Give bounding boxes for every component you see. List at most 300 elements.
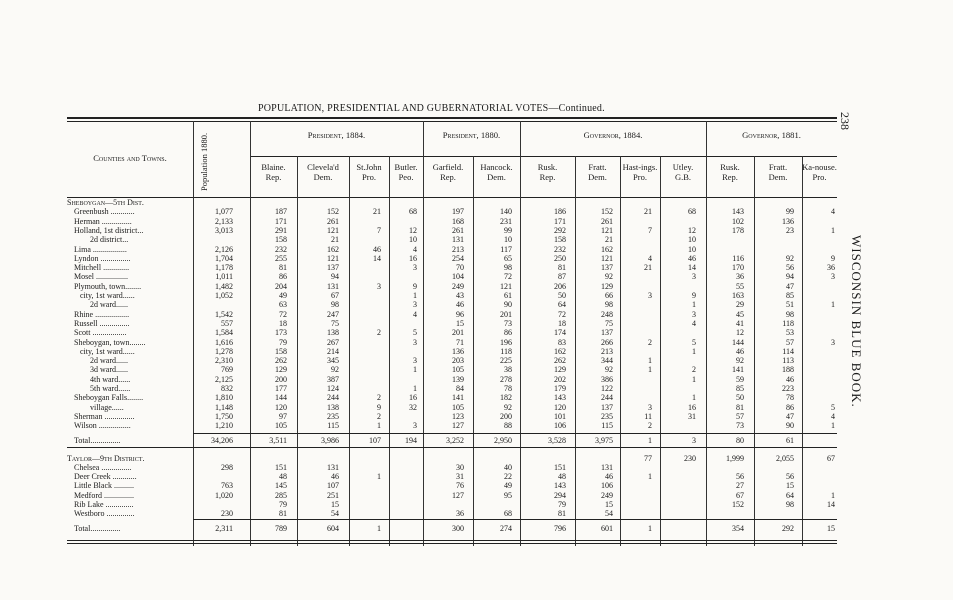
row-name: 5th ward...... [90,384,131,393]
cell-value: 23 [786,225,794,235]
table-row [0,235,953,244]
cell-value: 2,950 [494,435,512,445]
section-row [0,198,953,207]
cell-value: 182 [500,393,512,403]
cell-value: 121 [601,253,613,263]
cell-value: 1,210 [215,421,233,431]
cell-value: 129 [275,365,287,375]
cell-value: 1 [831,300,835,310]
cell-value: 9 [377,402,381,412]
cell-value: 197 [452,207,464,217]
cell-value: 201 [452,328,464,338]
cell-value: 67 [736,490,744,500]
cell-value: 27 [736,481,744,491]
row-name: city, 1st ward...... [80,346,135,356]
total-rule [193,519,837,520]
table-row [0,356,953,365]
row-name: Mosel ................ [74,272,128,282]
cell-value: 79 [279,337,287,347]
cell-value: 31 [456,472,464,482]
cell-value: 163 [732,291,744,300]
cell-value: 46 [736,346,744,356]
cell-value: 213 [601,346,613,356]
cell-value: 171 [554,216,566,226]
column-header: Ka-nouse. Pro. [802,162,837,182]
page-number: 238 [838,112,852,130]
cell-value: 230 [684,453,696,463]
cell-value: 3,511 [269,435,287,445]
cell-value: 92 [504,402,512,412]
cell-value: 106 [601,481,613,491]
row-name: Sheboygan—5th Dist. [67,198,144,207]
table-row [0,217,953,226]
cell-value: 235 [601,411,613,421]
cell-value: 50 [558,291,566,300]
cell-value: 61 [504,291,512,300]
cell-value: 604 [327,523,339,533]
column-header: Rusk. Rep. [720,162,740,182]
table-row [0,310,953,319]
group-header: Governor, 1884. [583,130,643,140]
cell-value: 136 [782,216,794,226]
cell-value: 121 [601,225,613,235]
cell-value: 5 [692,337,696,347]
cell-value: 40 [504,462,512,472]
cell-value: 232 [554,244,566,254]
cell-value: 86 [786,402,794,412]
cell-value: 15 [331,500,339,509]
row-name: Medford ............... [74,490,134,500]
cell-value: 152 [601,207,613,217]
cell-value: 3,986 [321,435,339,445]
cell-value: 354 [732,523,744,533]
cell-value: 29 [736,300,744,310]
cell-value: 141 [452,393,464,403]
cell-value: 11 [644,411,652,421]
cell-value: 53 [786,328,794,338]
cell-value: 55 [736,281,744,291]
cell-value: 107 [369,435,381,445]
cell-value: 88 [504,421,512,431]
cell-value: 31 [688,411,696,421]
cell-value: 16 [409,253,417,263]
group-header: Governor, 1881. [742,130,801,140]
cell-value: 3 [831,272,835,282]
cell-value: 102 [732,216,744,226]
cell-value: 10 [504,235,512,245]
table-row [0,263,953,272]
cell-value: 12 [409,225,417,235]
cell-value: 16 [688,402,696,412]
cell-value: 46 [605,472,613,482]
cell-value: 116 [732,253,744,263]
cell-value: 386 [601,374,613,384]
cell-value: 3 [413,300,417,310]
cell-value: 98 [605,300,613,310]
cell-value: 16 [409,393,417,403]
cell-value: 267 [327,337,339,347]
cell-value: 832 [221,384,233,393]
cell-value: 50 [736,393,744,403]
cell-value: 122 [601,384,613,393]
cell-value: 46 [786,374,794,384]
cell-value: 1,584 [215,328,233,338]
cell-value: 49 [504,481,512,491]
cell-value: 2 [648,337,652,347]
cell-value: 115 [327,421,339,431]
table-row [0,412,953,421]
cell-value: 1 [413,291,417,300]
cell-value: 1 [831,490,835,500]
cell-value: 144 [732,337,744,347]
cell-value: 1,020 [215,490,233,500]
table-row [0,207,953,216]
cell-value: 4 [413,309,417,319]
cell-value: 124 [327,384,339,393]
cell-value: 255 [275,253,287,263]
cell-value: 51 [786,300,794,310]
cell-value: 1,077 [215,207,233,217]
cell-value: 47 [786,411,794,421]
cell-value: 1,482 [215,281,233,291]
cell-value: 144 [275,393,287,403]
cell-value: 68 [688,207,696,217]
cell-value: 90 [504,300,512,310]
cell-value: 14 [688,263,696,273]
cell-value: 115 [601,421,613,431]
cell-value: 3 [692,435,696,445]
cell-value: 244 [327,393,339,403]
cell-value: 104 [452,272,464,282]
cell-value: 98 [786,500,794,509]
cell-value: 96 [456,309,464,319]
cell-value: 4 [831,207,835,217]
column-header: Garfield. Rep. [432,162,464,182]
row-name: Rib Lake .............. [74,500,134,509]
cell-value: 194 [405,435,417,445]
cell-value: 137 [601,328,613,338]
table-row [0,403,953,412]
group-header: President, 1880. [442,130,501,140]
table-row [0,384,953,393]
row-name: Herman ............... [74,216,132,226]
cell-value: 138 [327,328,339,338]
cell-value: 1 [692,346,696,356]
cell-value: 387 [327,374,339,384]
cell-value: 3 [377,281,381,291]
cell-value: 56 [736,472,744,482]
cell-value: 9 [692,291,696,300]
cell-value: 2 [377,393,381,403]
cell-value: 200 [275,374,287,384]
cell-value: 34,206 [211,435,233,445]
cell-value: 162 [554,346,566,356]
cell-value: 202 [554,374,566,384]
cell-value: 78 [786,393,794,403]
row-name: Russell ............... [74,318,130,328]
row-name: Scott ................. [74,328,127,338]
bottom-rule [67,540,837,541]
cell-value: 1 [413,365,417,375]
cell-value: 261 [452,225,464,235]
cell-value: 178 [732,225,744,235]
cell-value: 105 [275,421,287,431]
bottom-rule-2 [67,543,837,544]
cell-value: 3 [413,337,417,347]
cell-value: 1 [377,523,381,533]
cell-value: 64 [786,490,794,500]
cell-value: 1 [831,421,835,431]
cell-value: 56 [786,263,794,273]
cell-value: 92 [605,272,613,282]
cell-value: 86 [279,272,287,282]
cell-value: 92 [786,253,794,263]
cell-value: 1,810 [215,393,233,403]
cell-value: 43 [456,291,464,300]
cell-value: 1,999 [726,453,744,463]
cell-value: 45 [736,309,744,319]
cell-value: 67 [331,291,339,300]
cell-value: 3,013 [215,225,233,235]
cell-value: 158 [275,346,287,356]
cell-value: 1 [648,472,652,482]
row-name: Total............... [74,435,121,445]
cell-value: 3 [692,272,696,282]
cell-value: 214 [327,346,339,356]
cell-value: 249 [601,490,613,500]
cell-value: 22 [504,472,512,482]
cell-value: 162 [601,244,613,254]
cell-value: 65 [504,253,512,263]
cell-value: 59 [736,374,744,384]
cell-value: 3 [692,309,696,319]
cell-value: 94 [786,272,794,282]
column-header: St.John Pro. [356,162,382,182]
row-name: Total............... [74,523,121,533]
cell-value: 15 [605,500,613,509]
column-header: Utley. G.B. [672,162,694,182]
cell-value: 68 [409,207,417,217]
cell-value: 120 [275,402,287,412]
cell-value: 10 [409,235,417,245]
cell-value: 4 [648,253,652,263]
column-header: Fratt. Dem. [768,162,788,182]
cell-value: 3 [648,291,652,300]
cell-value: 84 [456,384,464,393]
cell-value: 54 [605,509,613,519]
cell-value: 99 [786,207,794,217]
cell-value: 261 [601,216,613,226]
total-row [0,436,953,445]
cell-value: 105 [452,365,464,375]
cell-value: 291 [275,225,287,235]
cell-value: 63 [279,300,287,310]
column-header: Butler. Peo. [394,162,418,182]
table-row [0,245,953,254]
cell-value: 137 [601,402,613,412]
cell-value: 261 [327,216,339,226]
cell-value: 247 [327,309,339,319]
cell-value: 131 [452,235,464,245]
cell-value: 2 [648,421,652,431]
cell-value: 143 [554,393,566,403]
cell-value: 249 [452,281,464,291]
cell-value: 32 [409,402,417,412]
cell-value: 235 [327,411,339,421]
table-row [0,328,953,337]
cell-value: 173 [275,328,287,338]
cell-value: 2,311 [215,523,233,533]
cell-value: 1,148 [215,402,233,412]
cell-value: 46 [331,472,339,482]
cell-value: 87 [558,272,566,282]
cell-value: 137 [601,263,613,273]
cell-value: 4 [831,411,835,421]
table-row [0,500,953,509]
cell-value: 10 [688,244,696,254]
row-name: 2d district... [90,235,129,245]
row-name: Holland, 1st district... [74,225,144,235]
cell-value: 121 [500,281,512,291]
table-row [0,481,953,490]
cell-value: 118 [500,346,512,356]
table-row [0,319,953,328]
table-row [0,421,953,430]
cell-value: 2,310 [215,356,233,366]
row-name: village...... [90,402,124,412]
table-row [0,282,953,291]
group-header: President, 1884. [307,130,366,140]
cell-value: 18 [279,318,287,328]
cell-value: 2,126 [215,244,233,254]
cell-value: 85 [736,384,744,393]
table-row [0,226,953,235]
cell-value: 79 [279,500,287,509]
cell-value: 48 [279,472,287,482]
cell-value: 1 [692,374,696,384]
cell-value: 30 [456,462,464,472]
cell-value: 557 [221,318,233,328]
cell-value: 300 [452,523,464,533]
cell-value: 1 [692,300,696,310]
cell-value: 5 [831,402,835,412]
cell-value: 344 [601,356,613,366]
cell-value: 4 [692,318,696,328]
cell-value: 7 [648,225,652,235]
cell-value: 274 [500,523,512,533]
cell-value: 151 [554,462,566,472]
cell-value: 57 [786,337,794,347]
cell-value: 294 [554,490,566,500]
cell-value: 2 [377,411,381,421]
cell-value: 21 [331,235,339,245]
cell-value: 47 [786,281,794,291]
row-name: 2d ward...... [90,356,128,366]
cell-value: 46 [456,300,464,310]
cell-value: 158 [554,235,566,245]
cell-value: 54 [331,509,339,519]
population-header: Population 1880. [199,132,209,192]
cell-value: 1 [377,472,381,482]
cell-value: 131 [327,462,339,472]
cell-value: 1 [692,393,696,403]
column-header: Hast-ings. Pro. [622,162,658,182]
column-header: Fratt. Dem. [588,162,607,182]
cell-value: 127 [452,490,464,500]
cell-value: 162 [327,244,339,254]
cell-value: 81 [558,263,566,273]
cell-value: 78 [504,384,512,393]
table-row [0,365,953,374]
table-row [0,254,953,263]
cell-value: 92 [605,365,613,375]
cell-value: 79 [558,500,566,509]
cell-value: 46 [688,253,696,263]
cell-value: 152 [327,207,339,217]
cell-value: 81 [558,509,566,519]
cell-value: 213 [452,244,464,254]
cell-value: 2,125 [215,374,233,384]
cell-value: 92 [331,365,339,375]
cell-value: 177 [275,384,287,393]
cell-value: 3,975 [595,435,613,445]
cell-value: 113 [782,356,794,366]
cell-value: 1 [648,435,652,445]
table-row [0,509,953,518]
row-name: Greenbush ............ [74,207,135,217]
cell-value: 68 [504,509,512,519]
cell-value: 763 [221,481,233,491]
cell-value: 345 [327,356,339,366]
cell-value: 3,528 [548,435,566,445]
top-rule [67,117,837,119]
cell-value: 86 [504,328,512,338]
cell-value: 298 [221,462,233,472]
cell-value: 168 [452,216,464,226]
cell-value: 21 [605,235,613,245]
cell-value: 141 [732,365,744,375]
cell-value: 121 [327,225,339,235]
cell-value: 266 [601,337,613,347]
row-name: Mitchell ............. [74,263,130,273]
cell-value: 201 [500,309,512,319]
cell-value: 231 [500,216,512,226]
cell-value: 278 [500,374,512,384]
cell-value: 251 [327,490,339,500]
total-rule [193,433,837,434]
page-title: POPULATION, PRESIDENTIAL AND GUBERNATORIAL VOTES—Continued. [258,103,605,114]
cell-value: 123 [452,411,464,421]
cell-value: 94 [331,272,339,282]
cell-value: 106 [554,421,566,431]
row-name: 2d ward...... [90,300,128,310]
cell-value: 179 [554,384,566,393]
cell-value: 136 [452,346,464,356]
cell-value: 38 [504,365,512,375]
cell-value: 143 [554,481,566,491]
column-header: Hancock. Dem. [480,162,513,182]
cell-value: 12 [736,328,744,338]
cell-value: 114 [782,346,794,356]
row-name: Rhine ................. [74,309,130,319]
row-name: Little Black .......... [74,481,134,491]
row-name: Westboro .............. [74,509,135,519]
cell-value: 57 [736,411,744,421]
cell-value: 56 [786,472,794,482]
cell-value: 67 [827,453,835,463]
cell-value: 285 [275,490,287,500]
cell-value: 796 [554,523,566,533]
